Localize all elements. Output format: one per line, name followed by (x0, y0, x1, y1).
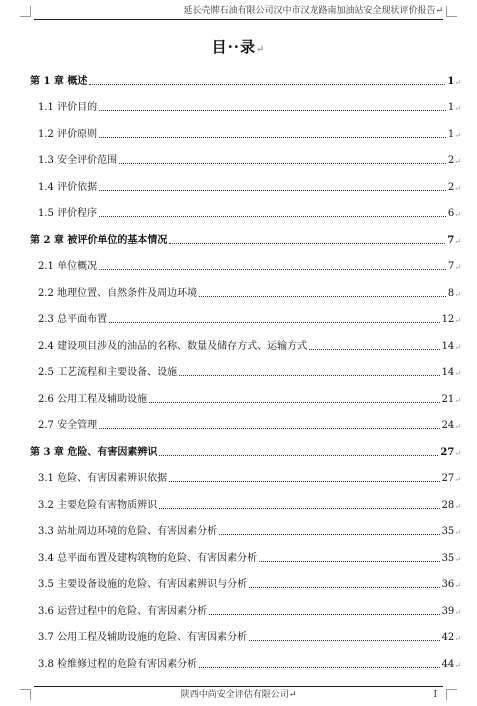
toc-dot-leader (169, 481, 439, 482)
toc-entry-label: 3.7 公用工程及辅助设施的危险、有害因素分析 (38, 632, 248, 643)
toc-entry-page: 1 (447, 102, 455, 113)
toc-dot-leader (199, 296, 446, 297)
toc-entry-page: 24 (441, 420, 455, 431)
paragraph-mark: ↵ (256, 44, 266, 55)
toc-dot-leader (169, 243, 445, 244)
toc-entry-page: 28 (441, 499, 455, 511)
toc-entry-page: 27 (441, 473, 455, 484)
paragraph-mark: ↵ (454, 422, 461, 431)
toc-entry-label: 1.3 安全评价范围 (38, 155, 118, 166)
page-corner-mark (446, 689, 457, 700)
footer-page-number: I (433, 690, 437, 700)
table-of-contents (30, 66, 461, 676)
toc-entry-page: 6 (447, 208, 455, 219)
paragraph-mark: ↵ (454, 554, 461, 564)
toc-entry-label: 1.2 评价原则 (38, 128, 98, 140)
paragraph-mark: ↵ (454, 104, 461, 113)
toc-entry-label: 1.1 评价目的 (38, 102, 98, 113)
toc-entry-label: 2.7 安全管理 (38, 420, 98, 431)
footer-company: 陕西中尚安全评估有限公司↵ (180, 690, 297, 700)
toc-dot-leader (99, 428, 439, 429)
toc-entry[interactable] (30, 411, 461, 438)
paragraph-mark: ↵ (454, 475, 461, 484)
toc-entry-page: 14 (441, 340, 455, 352)
page-header (34, 3, 443, 20)
toc-title-text: 目··录 (211, 38, 257, 56)
page-corner-mark (20, 689, 31, 700)
toc-entry-page: 8 (447, 287, 455, 299)
toc-entry-label: 2.6 公用工程及辅助设施 (38, 393, 148, 405)
toc-entry[interactable] (30, 172, 461, 199)
toc-dot-leader (219, 534, 439, 535)
toc-dot-leader (109, 322, 439, 323)
toc-dot-leader (99, 269, 446, 270)
toc-dot-leader (149, 402, 439, 403)
toc-entry-label: 第 3 章 危险、有害因素辨识 (30, 446, 158, 458)
toc-entry[interactable] (30, 543, 461, 570)
toc-entry-page: 2 (447, 155, 455, 166)
toc-entry-page: 2 (447, 181, 455, 193)
paragraph-mark: ↵ (454, 77, 461, 87)
toc-entry-label: 1.4 评价依据 (38, 181, 98, 193)
toc-dot-leader (179, 375, 439, 376)
toc-entry-page: 35 (441, 552, 455, 564)
paragraph-mark: ↵ (454, 581, 461, 590)
toc-entry[interactable] (30, 146, 461, 173)
toc-entry[interactable] (30, 305, 461, 332)
paragraph-mark: ↵ (454, 528, 461, 537)
toc-entry[interactable] (30, 464, 461, 491)
paragraph-mark: ↵ (454, 660, 461, 670)
paragraph-mark: ↵ (454, 607, 461, 617)
toc-entry[interactable] (30, 358, 461, 385)
toc-dot-leader (159, 455, 438, 456)
toc-entry[interactable] (30, 66, 461, 93)
page-corner-mark (20, 6, 31, 17)
toc-entry-page: 21 (441, 393, 455, 405)
toc-dot-leader (99, 110, 446, 111)
toc-dot-leader (249, 640, 439, 641)
paragraph-mark: ↵ (454, 157, 461, 166)
paragraph-mark: ↵ (454, 316, 461, 325)
paragraph-mark: ↵ (454, 501, 461, 511)
toc-entry-label: 3.5 主要设备设施的危险、有害因素辨识与分析 (38, 579, 248, 590)
toc-entry[interactable] (30, 119, 461, 146)
toc-dot-leader (199, 667, 439, 668)
paragraph-mark: ↵ (454, 369, 461, 378)
toc-dot-leader (159, 508, 439, 509)
toc-entry-label: 第 1 章 概述 (30, 75, 88, 87)
toc-entry[interactable] (30, 649, 461, 676)
paragraph-mark: ↵ (454, 210, 461, 219)
toc-entry-label: 2.3 总平面布置 (38, 314, 108, 325)
toc-entry[interactable] (30, 252, 461, 279)
toc-dot-leader (309, 349, 439, 350)
toc-entry[interactable] (30, 570, 461, 597)
toc-dot-leader (89, 84, 445, 85)
toc-entry-page: 12 (441, 314, 455, 325)
toc-entry-label: 3.1 危险、有害因素辨识依据 (38, 473, 168, 484)
paragraph-mark: ↵ (454, 448, 461, 458)
header-text: 延长壳牌石油有限公司汉中市汉龙路南加油站安全现状评价报告↵ (183, 6, 443, 16)
paragraph-mark: ↵ (454, 130, 461, 140)
toc-entry-page: 44 (441, 658, 455, 670)
toc-entry-page: 7 (447, 234, 455, 246)
toc-entry-label: 3.6 运营过程中的危险、有害因素分析 (38, 605, 208, 617)
toc-entry-label: 3.3 站址周边环境的危险、有害因素分析 (38, 526, 218, 537)
toc-entry-page: 42 (441, 632, 455, 643)
toc-dot-leader (119, 163, 446, 164)
toc-title (0, 36, 477, 57)
paragraph-mark: ↵ (454, 289, 461, 299)
toc-entry-label: 3.4 总平面布置及建构筑物的危险、有害因素分析 (38, 552, 258, 564)
toc-entry-page: 14 (441, 367, 455, 378)
toc-entry[interactable] (30, 384, 461, 411)
toc-entry[interactable] (30, 278, 461, 305)
toc-entry-label: 3.2 主要危险有害物质辨识 (38, 499, 158, 511)
toc-entry[interactable] (30, 623, 461, 650)
toc-entry-page: 1 (447, 75, 455, 87)
toc-entry[interactable] (30, 437, 461, 464)
paragraph-mark: ↵ (454, 342, 461, 352)
toc-entry-page: 27 (440, 446, 455, 458)
toc-entry[interactable] (30, 93, 461, 120)
toc-entry[interactable] (30, 517, 461, 544)
toc-entry-label: 3.8 检维修过程的危险有害因素分析 (38, 658, 198, 670)
page-footer (34, 686, 443, 703)
toc-entry-label: 2.2 地理位置、自然条件及周边环境 (38, 287, 198, 299)
toc-dot-leader (249, 587, 439, 588)
toc-entry-label: 2.1 单位概况 (38, 261, 98, 272)
paragraph-mark: ↵ (454, 236, 461, 246)
toc-dot-leader (209, 614, 439, 615)
paragraph-mark: ↵ (454, 263, 461, 272)
toc-entry-page: 36 (441, 579, 455, 590)
toc-entry-label: 2.5 工艺流程和主要设备、设施 (38, 367, 178, 378)
toc-entry[interactable] (30, 199, 461, 226)
paragraph-mark: ↵ (454, 395, 461, 405)
toc-dot-leader (99, 190, 446, 191)
toc-entry[interactable] (30, 331, 461, 358)
toc-entry[interactable] (30, 225, 461, 252)
toc-entry[interactable] (30, 596, 461, 623)
toc-entry-page: 35 (441, 526, 455, 537)
toc-dot-leader (99, 216, 446, 217)
toc-entry-page: 1 (447, 128, 455, 140)
paragraph-mark: ↵ (454, 634, 461, 643)
toc-dot-leader (99, 137, 446, 138)
paragraph-mark: ↵ (454, 183, 461, 193)
toc-entry-label: 1.5 评价程序 (38, 208, 98, 219)
toc-entry-page: 39 (441, 605, 455, 617)
toc-dot-leader (259, 561, 439, 562)
page-corner-mark (446, 6, 457, 17)
toc-entry-page: 7 (447, 261, 455, 272)
toc-entry-label: 2.4 建设项目涉及的油品的名称、数量及储存方式、运输方式 (38, 340, 308, 352)
toc-entry-label: 第 2 章 被评价单位的基本情况 (30, 234, 168, 246)
toc-entry[interactable] (30, 490, 461, 517)
